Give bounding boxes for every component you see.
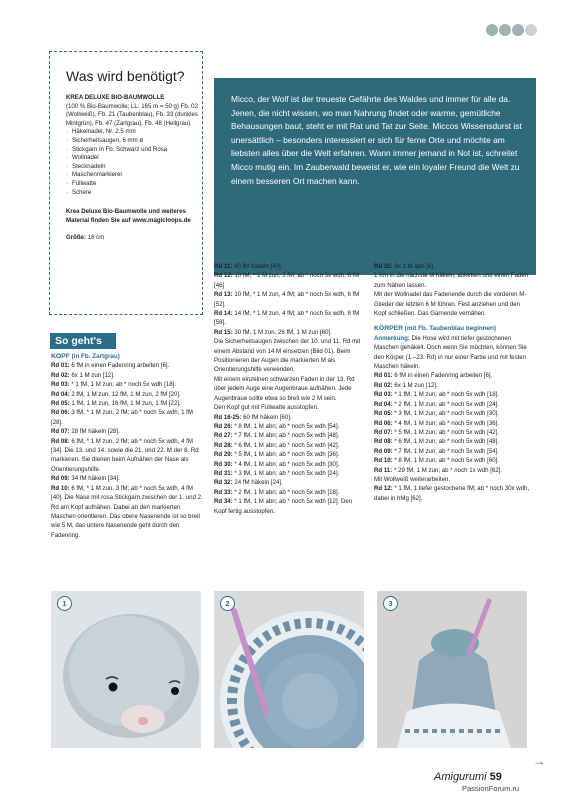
round-label: Rd 31: bbox=[214, 469, 233, 477]
round-label: Rd 07: bbox=[374, 428, 393, 436]
instruction-row bbox=[374, 262, 530, 271]
round-text: * 6 fM, 1 M abn; ab * noch 5x wdh [42]. bbox=[234, 441, 340, 449]
instructions-column-3 bbox=[374, 262, 530, 503]
instruction-row bbox=[214, 262, 366, 271]
round-label: Rd 13: bbox=[214, 291, 233, 299]
size-label: Größe: bbox=[66, 234, 86, 242]
round-text: 1 Km in die nächste M häkeln, abketten und einen Faden zum Nähen lassen. bbox=[374, 272, 529, 289]
round-label: Rd 05: bbox=[374, 410, 393, 418]
round-text: * 8 fM, 1 M abn; ab * noch 5x wdh [54]. bbox=[234, 422, 340, 430]
instruction-row bbox=[374, 390, 530, 399]
round-label: Rd 12: bbox=[374, 485, 393, 493]
round-text: * 3 fM, 1 M abn; ab * noch 5x wdh [24]. bbox=[234, 469, 340, 477]
round-text: 60 fM häkeln [60]. bbox=[243, 413, 292, 421]
list-item: · Stecknadeln bbox=[66, 163, 200, 172]
round-text: 6 fM in einen Fadenring arbeiten [6]. bbox=[394, 372, 493, 380]
instruction-row bbox=[374, 371, 530, 380]
photo-number: 3 bbox=[383, 596, 398, 611]
kopf-heading: KOPF bbox=[51, 353, 70, 360]
supplier-text: Krea Deluxe Bio-Baumwolle und weiteres Material finden Sie auf www.magicloops.de bbox=[66, 208, 191, 224]
round-text: 28 fM häkeln [28]. bbox=[71, 428, 120, 436]
round-label: Rd 15: bbox=[214, 328, 233, 336]
instruction-row bbox=[51, 380, 203, 389]
instruction-row bbox=[374, 466, 530, 475]
photo-number: 1 bbox=[57, 596, 72, 611]
instruction-row bbox=[214, 328, 366, 337]
materials-box bbox=[49, 51, 203, 315]
list-item: · Stickgarn in Fb. Schwarz und Rosa bbox=[66, 146, 200, 155]
list-item: · Schere bbox=[66, 189, 200, 198]
round-text: * 6 fM, 1 M zun; ab * noch 5x wdh [48]. bbox=[394, 438, 499, 446]
note-label: Anmerkung: bbox=[374, 334, 410, 342]
round-text: Die Sicherheitsaugen zwischen der 10. und 11. Rd mit einem Abstand von 14 M einsetzen (Bild 01). Beim Positionieren der Augen die markierten M als Orientierungshilfe verwenden. bbox=[214, 338, 361, 374]
round-label: Rd 35: bbox=[374, 263, 393, 270]
round-label: Rd 28: bbox=[214, 441, 233, 449]
instruction-row bbox=[51, 427, 203, 436]
list-item: · Wollnadel bbox=[66, 154, 200, 163]
round-text: 10 fM, * 1 M zun, 4 fM; ab * noch 5x wdh, 6 fM [52]. bbox=[214, 291, 360, 308]
photo-number: 2 bbox=[220, 596, 235, 611]
story-box bbox=[214, 78, 536, 275]
instruction-row bbox=[214, 309, 366, 328]
instruction-list bbox=[374, 371, 530, 503]
round-text: 24 fM häkeln [24]. bbox=[234, 479, 283, 487]
round-label: Rd 02: bbox=[51, 371, 70, 379]
instruction-row bbox=[374, 271, 530, 290]
round-text: * 2 fM, 1 M zun; ab * noch 5x wdh [24]. bbox=[394, 400, 499, 408]
instruction-row bbox=[214, 478, 366, 487]
round-label: Rd 06: bbox=[51, 409, 70, 417]
koerper-heading: KÖRPER bbox=[374, 325, 404, 333]
page-dot bbox=[512, 24, 524, 36]
instruction-row bbox=[214, 441, 366, 450]
instruction-row bbox=[214, 337, 366, 375]
round-text: Den Kopf gut mit Füllwatte ausstopfen. bbox=[214, 404, 319, 412]
instruction-row bbox=[374, 428, 530, 437]
section-heading-bar bbox=[50, 333, 116, 349]
materials-title: Was wird benötigt? bbox=[66, 68, 185, 84]
round-label: Rd 29: bbox=[214, 451, 233, 459]
instruction-row bbox=[214, 271, 366, 290]
materials-list bbox=[66, 128, 200, 197]
round-text: Mit Wollweiß weiterarbeiten. bbox=[374, 475, 451, 483]
round-label: Rd 14: bbox=[214, 310, 233, 318]
list-item: · Maschenmarkierer bbox=[66, 171, 200, 180]
round-text: * 5 fM, 1 M abn; ab * noch 5x wdh [36]. bbox=[234, 451, 340, 459]
round-text: 40 fM häkeln [40]. bbox=[234, 263, 283, 270]
round-label: Rd 02: bbox=[374, 381, 393, 389]
round-text: 2 fM, 1 M zun, 12 fM, 1 M zun, 2 fM [20]. bbox=[71, 390, 181, 398]
round-label: Rd 30: bbox=[214, 460, 233, 468]
round-text: Mit der Wollnadel das Fadenende durch die vorderen M-Glieder der letzten 6 M führen. Fest anziehen und den Kopf schließen. Das Garnende vernähen. bbox=[374, 291, 527, 318]
photo-2 bbox=[214, 591, 364, 748]
instruction-row bbox=[214, 450, 366, 459]
instruction-row bbox=[374, 290, 530, 318]
round-text: Mit einem einzelnen schwarzen Faden in der 13. Rd über jedem Auge eine Augenbraue aufnähen. Jede Augenbraue sollte etwa so breit wie 2 M sein. bbox=[214, 375, 355, 402]
story-text: Micco, der Wolf ist der treueste Gefährte des Waldes und immer für alle da. Jenen, die nicht wissen, wo man Nahrung findet oder warme, gemütliche Behausungen baut, steht er mit Rat und Tat zur Seite. Miccos Wissensdurst ist unersättlich – besonders interessiert er sich für ferne Orte und möchte am liebsten alles über die Welt erfahren. Wann immer jemand in Not ist, schreitet Micco mutig ein. Im Zauberwald beweist er, wie ein loyaler Freund die Welt zu einem besseren Ort machen kann. bbox=[231, 94, 522, 186]
round-text: 34 fM häkeln [34]. bbox=[71, 475, 120, 483]
round-text: * 2 fM, 1 M abn; ab * noch 5x wdh [18]. bbox=[234, 488, 340, 496]
page-dot bbox=[525, 24, 537, 36]
instruction-row bbox=[214, 469, 366, 478]
round-label: Rd 12: bbox=[214, 272, 233, 280]
instruction-row bbox=[374, 484, 530, 503]
instruction-row bbox=[214, 375, 366, 403]
round-text: * 4 fM, 1 M abn; ab * noch 5x wdh [30]. bbox=[234, 460, 340, 468]
round-label: Rd 06: bbox=[374, 419, 393, 427]
instruction-row bbox=[374, 381, 530, 390]
round-text: * 1 fM, 1 M abn; ab * noch 5x wdh [12]. Den Kopf fertig ausstopfen. bbox=[214, 498, 353, 515]
round-text: * 3 fM, 1 M zun; ab * noch 5x wdh [30]. bbox=[394, 410, 499, 418]
round-text: * 1 fM, 1 M zun; ab * noch 5x wdh [18]. bbox=[394, 391, 499, 399]
round-label: Rd 01: bbox=[374, 372, 393, 380]
photo-1-image bbox=[51, 591, 201, 748]
page-number: 59 bbox=[489, 771, 502, 783]
round-label: Rd 10: bbox=[374, 457, 393, 465]
instruction-row bbox=[51, 361, 203, 370]
instruction-list bbox=[51, 361, 203, 540]
round-text: * 1 fM, 1 tiefer gestochene fM; ab * noch 30x wdh, dabei in hMg [62]. bbox=[374, 485, 530, 502]
round-label: Rd 32: bbox=[214, 479, 233, 487]
instruction-row bbox=[51, 484, 203, 540]
round-label: Rd 01: bbox=[51, 362, 70, 370]
round-label: Rd 04: bbox=[374, 400, 393, 408]
instruction-row bbox=[214, 403, 366, 412]
instruction-row bbox=[214, 497, 366, 516]
section-heading: So geht's bbox=[55, 335, 102, 347]
round-label: Rd 33: bbox=[214, 488, 233, 496]
photo-1 bbox=[51, 591, 201, 748]
round-label: Rd 11: bbox=[214, 263, 233, 270]
round-text: 14 fM, * 1 M zun, 4 fM; ab * noch 5x wdh, 8 fM [58]. bbox=[214, 310, 360, 327]
instruction-row bbox=[51, 474, 203, 483]
instruction-row bbox=[374, 419, 530, 428]
instruction-row bbox=[374, 437, 530, 446]
round-text: 10 fM, * 1 M zun, 3 fM; ab * noch 5x wdh, 6 fM [46] bbox=[214, 272, 360, 289]
round-label: Rd 09: bbox=[51, 475, 70, 483]
page-indicator bbox=[486, 24, 537, 36]
round-text: * 4 fM, 1 M zun; ab * noch 5x wdh [36]. bbox=[394, 419, 499, 427]
instruction-row bbox=[214, 431, 366, 440]
materials-body bbox=[66, 94, 200, 243]
round-label: Rd 34: bbox=[214, 498, 233, 506]
next-page-arrow-icon: → bbox=[533, 754, 545, 768]
instruction-row bbox=[214, 488, 366, 497]
kopf-subheading: (in Fb. Zartgrau) bbox=[71, 353, 120, 360]
instruction-row bbox=[374, 456, 530, 465]
round-text: * 8 fM, 1 M zun; ab * noch 5x wdh [60]. bbox=[394, 457, 499, 465]
round-label: Rd 08: bbox=[51, 437, 70, 445]
round-label: Rd 03: bbox=[374, 391, 393, 399]
list-item: · Sicherheitsaugen, 6 mm ø bbox=[66, 137, 200, 146]
round-text: * 7 fM, 1 M abn; ab * noch 5x wdh [48]. bbox=[234, 432, 340, 440]
round-text: 6x 1 M zun [12]. bbox=[71, 371, 115, 379]
instruction-row bbox=[51, 408, 203, 427]
instruction-row bbox=[51, 437, 203, 475]
instruction-row bbox=[51, 390, 203, 399]
round-label: Rd 05: bbox=[51, 400, 70, 408]
yarn-heading: KREA DELUXE BIO-BAUMWOLLE bbox=[66, 94, 165, 101]
yarn-details: (100 % Bio-Baumwolle; LL: 165 m = 50 g) Fb. 02 (Wollweiß), Fb. 21 (Taubenblau), Fb. 33 (dunkles Mintgrün), Fb. 47 (Zartgrau), Fb. 48 (Hellgrau) bbox=[66, 102, 198, 127]
instructions-column-2 bbox=[214, 262, 366, 516]
note-text: Die Hose wird mit tiefer gestochenen Maschen gehäkelt. Doch wenn Sie möchten, können Sie den Körper (1.–23. Rd) in nur einer Farbe und mit festen Maschen häkeln. bbox=[374, 334, 527, 371]
round-text: * 7 fM, 1 M zun; ab * noch 5x wdh [54]. bbox=[394, 447, 499, 455]
round-label: Rd 07: bbox=[51, 428, 70, 436]
size-value: 16 cm bbox=[87, 234, 105, 242]
page-footer bbox=[434, 771, 502, 783]
instruction-list bbox=[214, 262, 366, 516]
page-dot bbox=[486, 24, 498, 36]
instruction-row bbox=[51, 371, 203, 380]
round-text: 1 fM, 1 M zun, 16 fM, 1 M zun, 1 fM [22]. bbox=[71, 400, 181, 408]
round-label: Rd 08: bbox=[374, 438, 393, 446]
instruction-row bbox=[374, 447, 530, 456]
round-label: Rd 27: bbox=[214, 432, 233, 440]
instruction-row bbox=[374, 475, 530, 484]
round-text: 6x 1 M abn [6]. bbox=[394, 263, 435, 270]
round-label: Rd 03: bbox=[51, 381, 70, 389]
list-item: · Häkelnadel, Nr. 2.5 mm bbox=[66, 128, 200, 137]
list-item: · Füllwatte bbox=[66, 180, 200, 189]
photo-3-image bbox=[377, 591, 527, 748]
round-text: 6 fM, * 1 M zun, 3 fM; ab * noch 5x wdh, 4 fM [40]. Die Nase mit rosa Stickgarn zwischen der 1. und 2. Rd am Kopf aufnähen. Dabei an den markierten Maschen orientieren. Das obere Nasenende ist so breit wie 5 M, das untere Nasenende geht durch den Fadenring. bbox=[51, 484, 203, 539]
round-label: Rd 26: bbox=[214, 422, 233, 430]
instruction-row bbox=[214, 422, 366, 431]
instruction-row bbox=[214, 460, 366, 469]
photo-2-image bbox=[214, 591, 364, 748]
instruction-row bbox=[214, 290, 366, 309]
instruction-row bbox=[374, 400, 530, 409]
page-dot bbox=[499, 24, 511, 36]
round-text: 6x 1 M zun [12]. bbox=[394, 381, 438, 389]
photo-3 bbox=[377, 591, 527, 748]
instruction-row bbox=[374, 409, 530, 418]
round-label: Rd 10: bbox=[51, 484, 70, 492]
round-label: Rd 16-25: bbox=[214, 413, 242, 421]
round-text: 3 fM, * 1 M zun, 2 fM; ab * noch 5x wdh, 1 fM [28]. bbox=[51, 409, 193, 426]
round-label: Rd 04: bbox=[51, 390, 70, 398]
koerper-subheading: (mit Fb. Taubenblau beginnen) bbox=[404, 325, 496, 333]
instruction-row bbox=[214, 413, 366, 422]
round-label: Rd 11: bbox=[374, 466, 393, 474]
round-text: * 1 fM, 1 M zun; ab * noch 5x wdh [18]. bbox=[71, 381, 176, 389]
magazine-name: Amigurumi bbox=[434, 771, 487, 783]
round-text: * 29 fM, 1 M zun; ab * noch 1x wdh [62]. bbox=[394, 466, 503, 474]
round-text: * 5 fM, 1 M zun; ab * noch 5x wdh [42]. bbox=[394, 428, 499, 436]
instruction-list bbox=[374, 262, 530, 318]
instruction-row bbox=[51, 399, 203, 408]
round-label: Rd 09: bbox=[374, 447, 393, 455]
instructions-column-1 bbox=[51, 352, 203, 540]
round-text: 30 fM, 1 M zun, 26 fM, 1 M zun [60]. bbox=[234, 328, 332, 336]
round-text: 6 fM in einen Fadenring arbeiten [6]. bbox=[71, 362, 170, 370]
watermark: PassionForum.ru bbox=[462, 784, 520, 793]
round-text: 6 fM, * 1 M zun, 2 fM; ab * noch 5x wdh, 4 fM [34]. Die 13. und 14. sowie die 21. und 22. M der 8. Rd markieren. Sie dienen beim Aufnähen der Nase als Orientierungshilfe. bbox=[51, 437, 199, 473]
